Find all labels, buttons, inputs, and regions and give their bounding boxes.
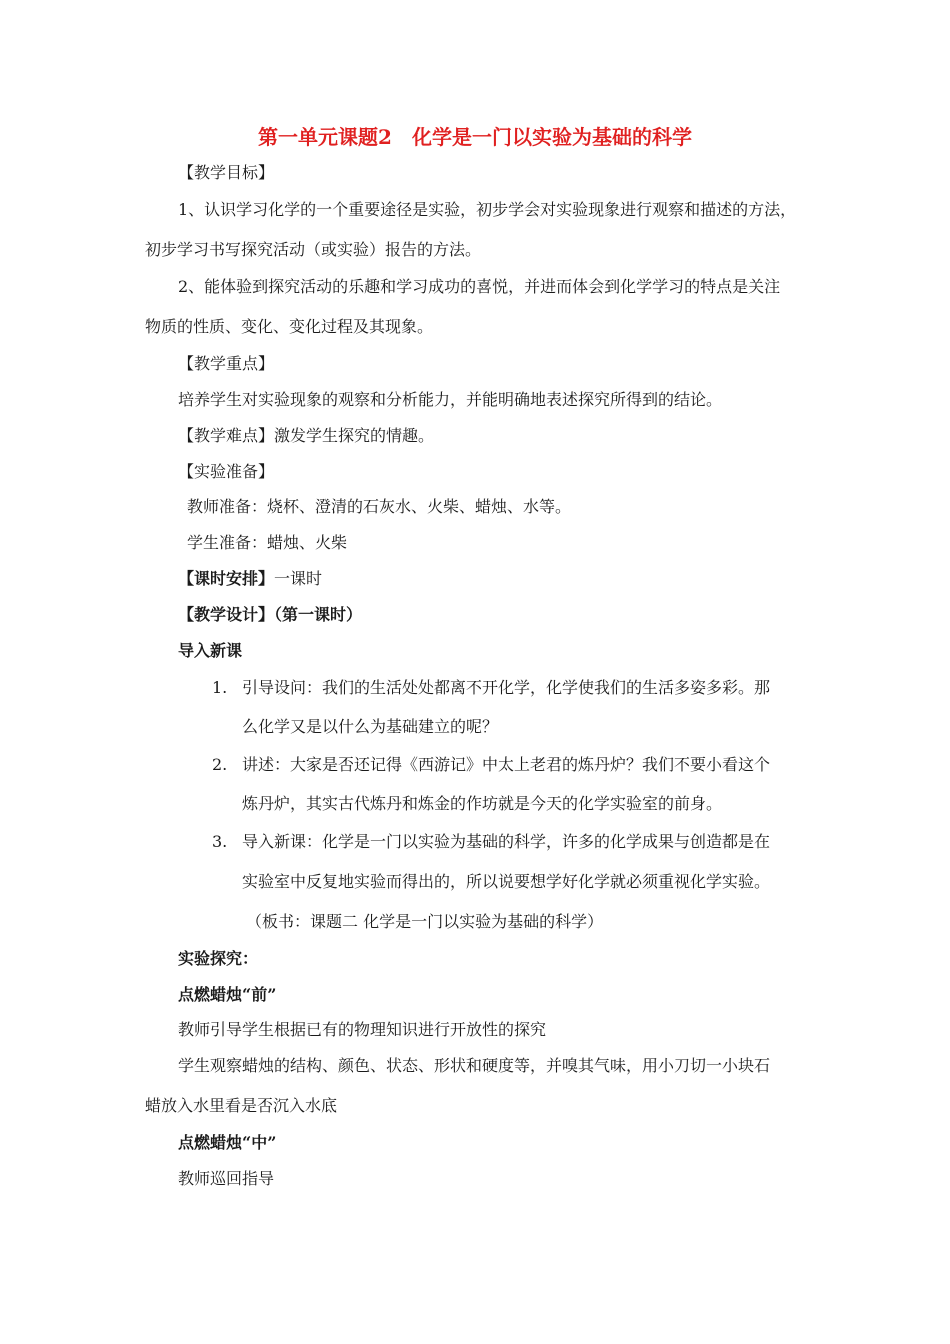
intro-heading: 导入新课 (178, 641, 243, 660)
key-points-heading: 【教学重点】 (178, 354, 275, 373)
key-points-text: 培养学生对实验现象的观察和分析能力，并能明确地表述探究所得到的结论。 (178, 390, 723, 409)
preparation-heading: 【实验准备】 (178, 462, 275, 481)
before-lighting-heading: 点燃蜡烛“前” (178, 985, 277, 1004)
objective-2-line-2: 物质的性质、变化、变化过程及其现象。 (145, 317, 434, 336)
intro-item-3-continued: 实验室中反复地实验而得出的，所以说要想学好化学就必须重视化学实验。 (242, 872, 771, 891)
board-note: （板书：课题二 化学是一门以实验为基础的科学） (246, 912, 604, 931)
schedule-text: 一课时 (274, 569, 323, 588)
schedule-line (178, 569, 322, 589)
schedule-heading: 【课时安排】 (178, 569, 275, 588)
during-lighting-heading: 点燃蜡烛“中” (178, 1133, 277, 1152)
objective-1-line-1: 1、认识学习化学的一个重要途径是实验，初步学会对实验现象进行观察和描述的方法， (178, 200, 797, 219)
before-lighting-text-2-line-2: 蜡放入水里看是否沉入水底 (145, 1096, 338, 1115)
teacher-preparation: 教师准备：烧杯、澄清的石灰水、火柴、蜡烛、水等。 (187, 497, 572, 516)
intro-item-number: 1. (212, 678, 228, 697)
document-title: 第一单元课题2 化学是一门以实验为基础的科学 (258, 125, 692, 149)
intro-item-text: 导入新课：化学是一门以实验为基础的科学，许多的化学成果与创造都是在 (242, 832, 771, 851)
difficulty-text: 激发学生探究的情趣。 (274, 426, 435, 445)
objective-1-line-2: 初步学习书写探究活动（或实验）报告的方法。 (145, 240, 482, 259)
intro-item-2 (212, 755, 770, 775)
intro-item-text: 讲述：大家是否还记得《西游记》中太上老君的炼丹炉？我们不要小看这个 (242, 755, 771, 774)
intro-item-3 (212, 832, 770, 852)
design-heading: 【教学设计】（第一课时） (178, 605, 363, 624)
experiment-heading: 实验探究： (178, 949, 259, 968)
intro-item-number: 2. (212, 755, 228, 774)
before-lighting-text-1: 教师引导学生根据已有的物理知识进行开放性的探究 (178, 1020, 547, 1039)
intro-item-2-continued: 炼丹炉，其实古代炼丹和炼金的作坊就是今天的化学实验室的前身。 (242, 794, 723, 813)
intro-item-1 (212, 678, 770, 698)
intro-item-number: 3. (212, 832, 228, 851)
during-lighting-text: 教师巡回指导 (178, 1169, 275, 1188)
difficulty-line (178, 426, 434, 446)
objectives-heading: 【教学目标】 (178, 163, 275, 182)
before-lighting-text-2-line-1: 学生观察蜡烛的结构、颜色、状态、形状和硬度等，并嗅其气味，用小刀切一小块石 (178, 1056, 771, 1075)
intro-item-text: 引导设问：我们的生活处处都离不开化学，化学使我们的生活多姿多彩。那 (242, 678, 771, 697)
student-preparation: 学生准备：蜡烛、火柴 (187, 533, 348, 552)
intro-item-1-continued: 么化学又是以什么为基础建立的呢？ (242, 717, 499, 736)
difficulty-heading: 【教学难点】 (178, 426, 275, 445)
objective-2-line-1: 2、能体验到探究活动的乐趣和学习成功的喜悦，并进而体会到化学学习的特点是关注 (178, 277, 781, 296)
